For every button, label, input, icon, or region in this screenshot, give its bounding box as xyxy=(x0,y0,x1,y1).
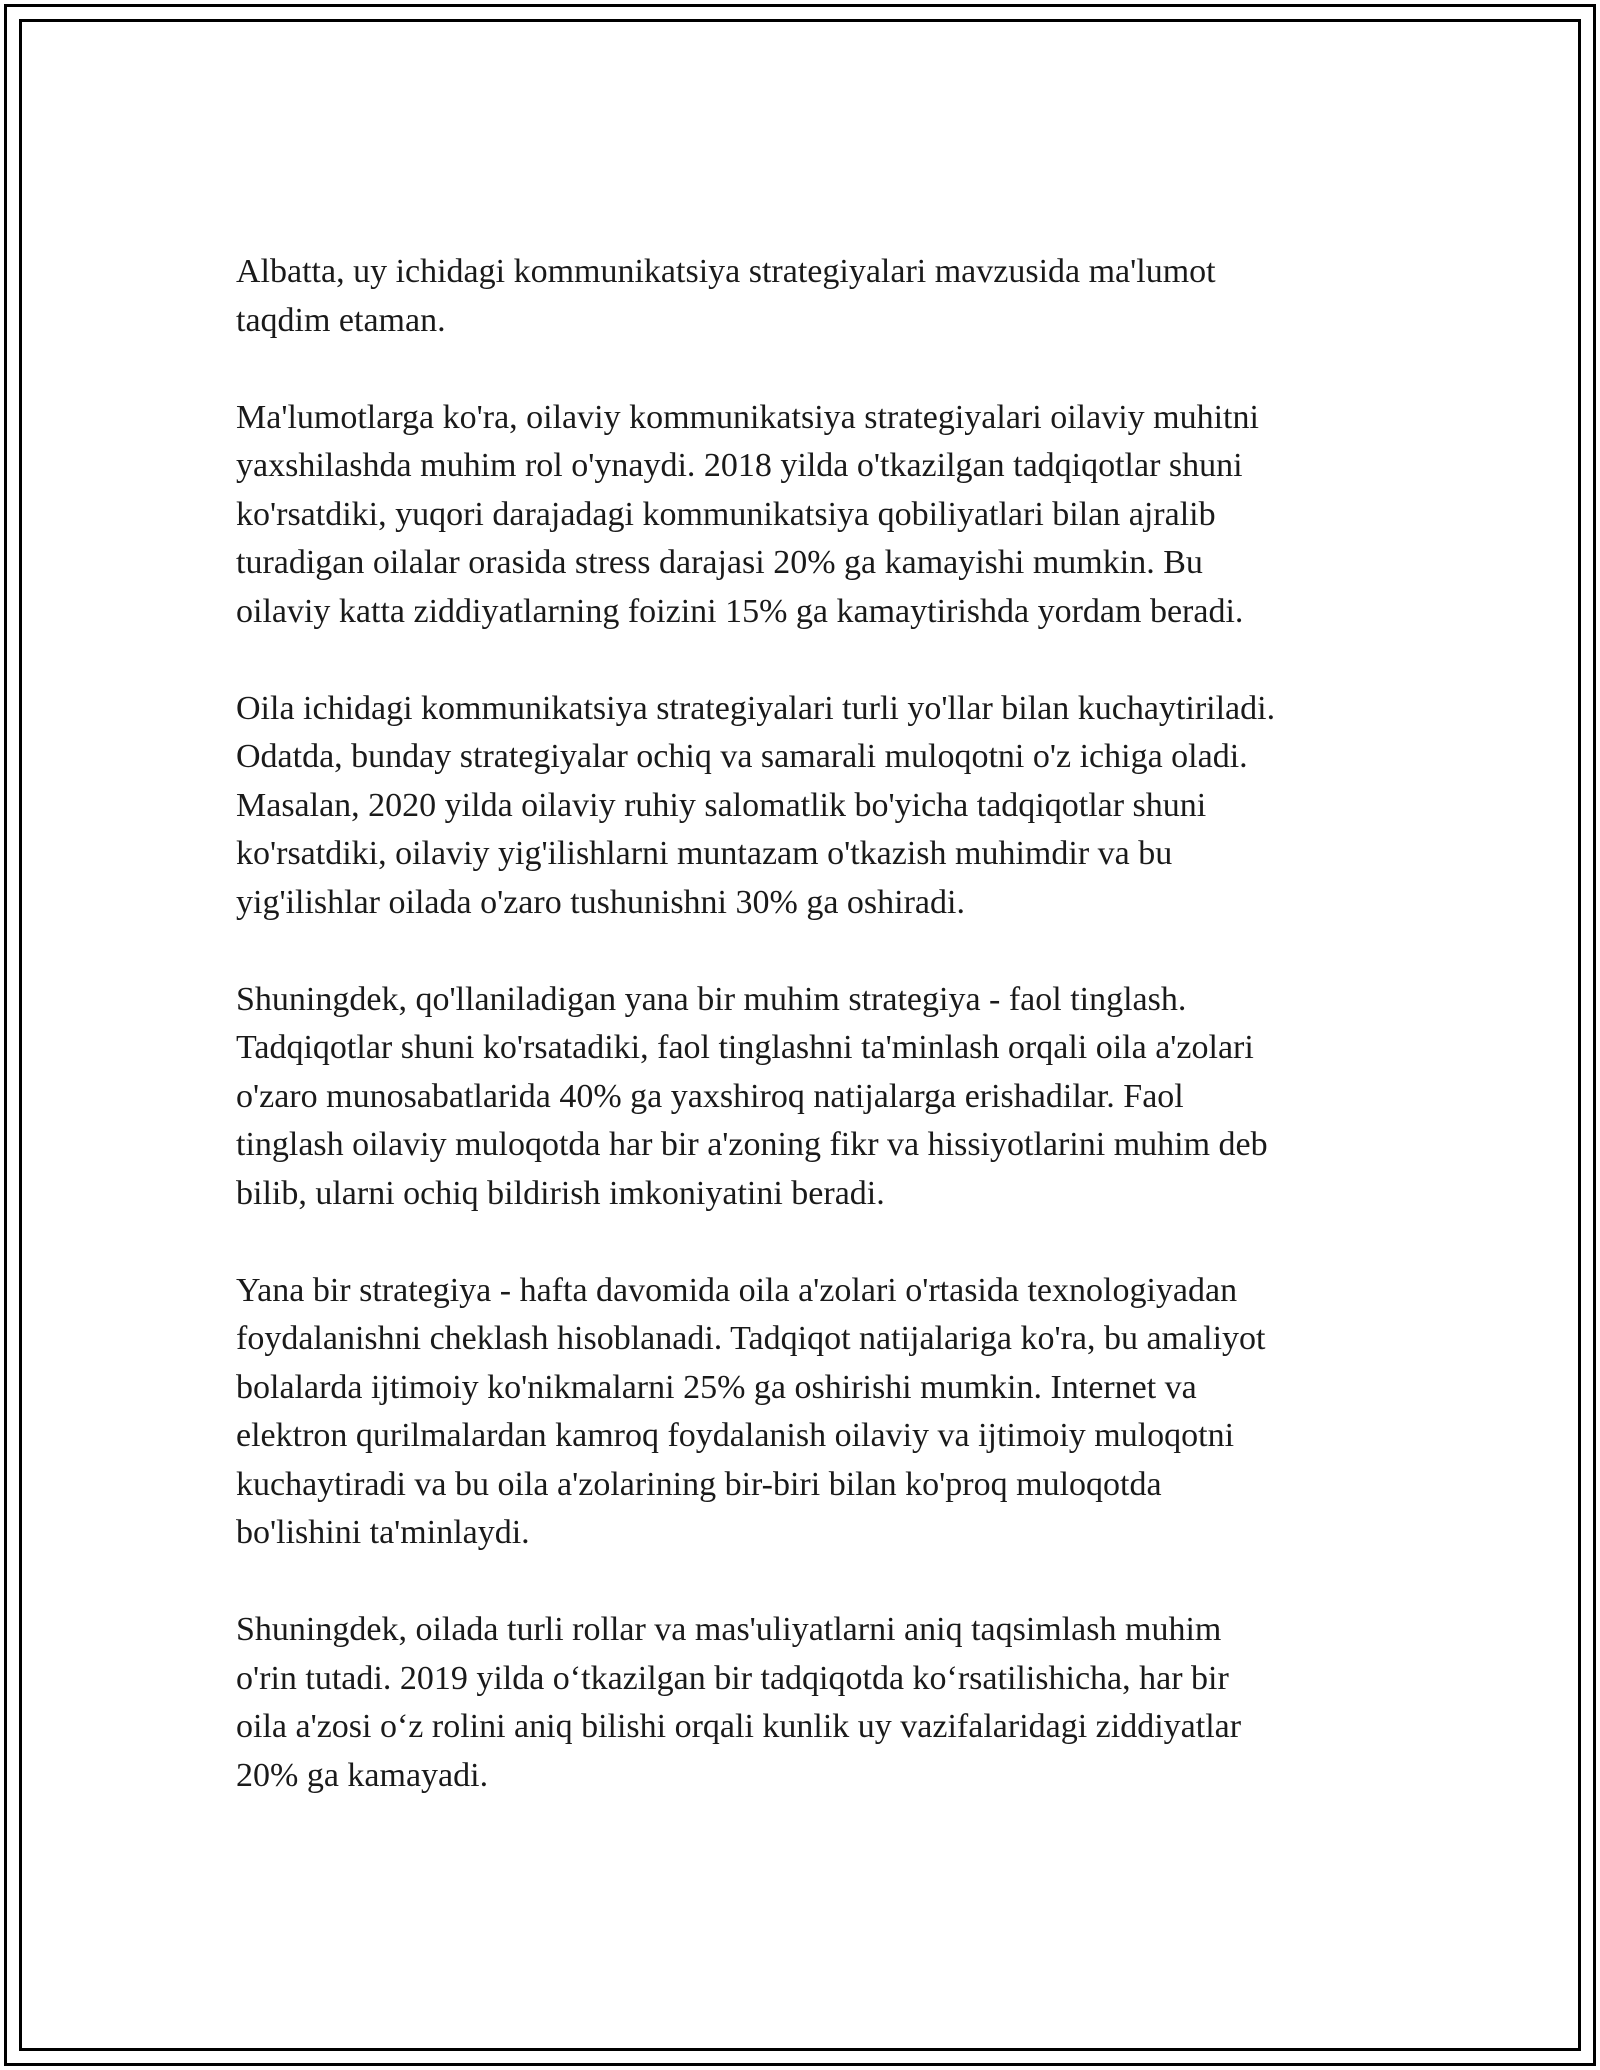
text-line: 20% ga kamayadi. xyxy=(236,1756,489,1794)
text-line: Albatta, uy ichidagi kommunikatsiya strategiyalari mavzusida ma'lumot xyxy=(236,253,1216,290)
text-line: yaxshilashda muhim rol o'ynaydi. 2018 yilda o'tkazilgan tadqiqotlar shuni xyxy=(236,447,1243,484)
text-line: bilib, ularni ochiq bildirish imkoniyatini beradi. xyxy=(236,1174,885,1212)
text-line: taqdim etaman. xyxy=(236,301,446,339)
text-line: bo'lishini ta'minlaydi. xyxy=(236,1514,530,1551)
text-line: bolalarda ijtimoiy ko'nikmalarni 25% ga oshirishi mumkin. Internet va xyxy=(236,1368,1197,1406)
paragraph-1 xyxy=(236,248,1376,345)
paragraph-3 xyxy=(236,685,1376,928)
text-line: Oila ichidagi kommunikatsiya strategiyalari turli yo'llar bilan kuchaytiriladi. xyxy=(236,689,1276,727)
text-line: Ma'lumotlarga ko'ra, oilaviy kommunikatsiya strategiyalari oilaviy muhitni xyxy=(236,398,1259,436)
text-line: foydalanishni cheklash hisoblanadi. Tadqiqot natijalariga ko'ra, bu amaliyot xyxy=(236,1320,1266,1357)
text-line: o'rin tutadi. 2019 yilda o‘tkazilgan bir tadqiqotda ko‘rsatilishicha, har bir xyxy=(236,1659,1229,1697)
text-line: Masalan, 2020 yilda oilaviy ruhiy salomatlik bo'yicha tadqiqotlar shuni xyxy=(236,786,1207,824)
text-line: oila a'zosi o‘z rolini aniq bilishi orqali kunlik uy vazifalaridagi ziddiyatlar xyxy=(236,1708,1242,1745)
paragraph-2 xyxy=(236,394,1376,637)
text-line: elektron qurilmalardan kamroq foydalanish oilaviy va ijtimoiy muloqotni xyxy=(236,1417,1235,1454)
text-line: Shuningdek, oilada turli rollar va mas'uliyatlarni aniq taqsimlash muhim xyxy=(236,1611,1222,1648)
text-line: ko'rsatdiki, yuqori darajadagi kommunikatsiya qobiliyatlari bilan ajralib xyxy=(236,495,1216,533)
text-line: ko'rsatdiki, oilaviy yig'ilishlarni muntazam o'tkazish muhimdir va bu xyxy=(236,835,1173,872)
text-line: tinglash oilaviy muloqotda har bir a'zoning fikr va hissiyotlarini muhim deb xyxy=(236,1126,1268,1163)
paragraph-5 xyxy=(236,1267,1376,1558)
text-line: turadigan oilalar orasida stress darajasi 20% ga kamayishi mumkin. Bu xyxy=(236,544,1203,581)
text-line: oilaviy katta ziddiyatlarning foizini 15% ga kamaytirishda yordam beradi. xyxy=(236,592,1244,630)
paragraph-6 xyxy=(236,1606,1376,1800)
text-line: Yana bir strategiya - hafta davomida oila a'zolari o'rtasida texnologiyadan xyxy=(236,1271,1238,1309)
text-line: yig'ilishlar oilada o'zaro tushunishni 30% ga oshiradi. xyxy=(236,883,965,921)
text-line: kuchaytiradi va bu oila a'zolarining bir-biri bilan ko'proq muloqotda xyxy=(236,1465,1162,1503)
text-line: Odatda, bunday strategiyalar ochiq va samarali muloqotni o'z ichiga oladi. xyxy=(236,738,1248,775)
text-line: Shuningdek, qo'llaniladigan yana bir muhim strategiya - faol tinglash. xyxy=(236,980,1187,1018)
document-body xyxy=(236,248,1376,1849)
text-line: o'zaro munosabatlarida 40% ga yaxshiroq natijalarga erishadilar. Faol xyxy=(236,1077,1184,1115)
text-line: Tadqiqotlar shuni ko'rsatadiki, faol tinglashni ta'minlash orqali oila a'zolari xyxy=(236,1029,1254,1066)
paragraph-4 xyxy=(236,976,1376,1219)
